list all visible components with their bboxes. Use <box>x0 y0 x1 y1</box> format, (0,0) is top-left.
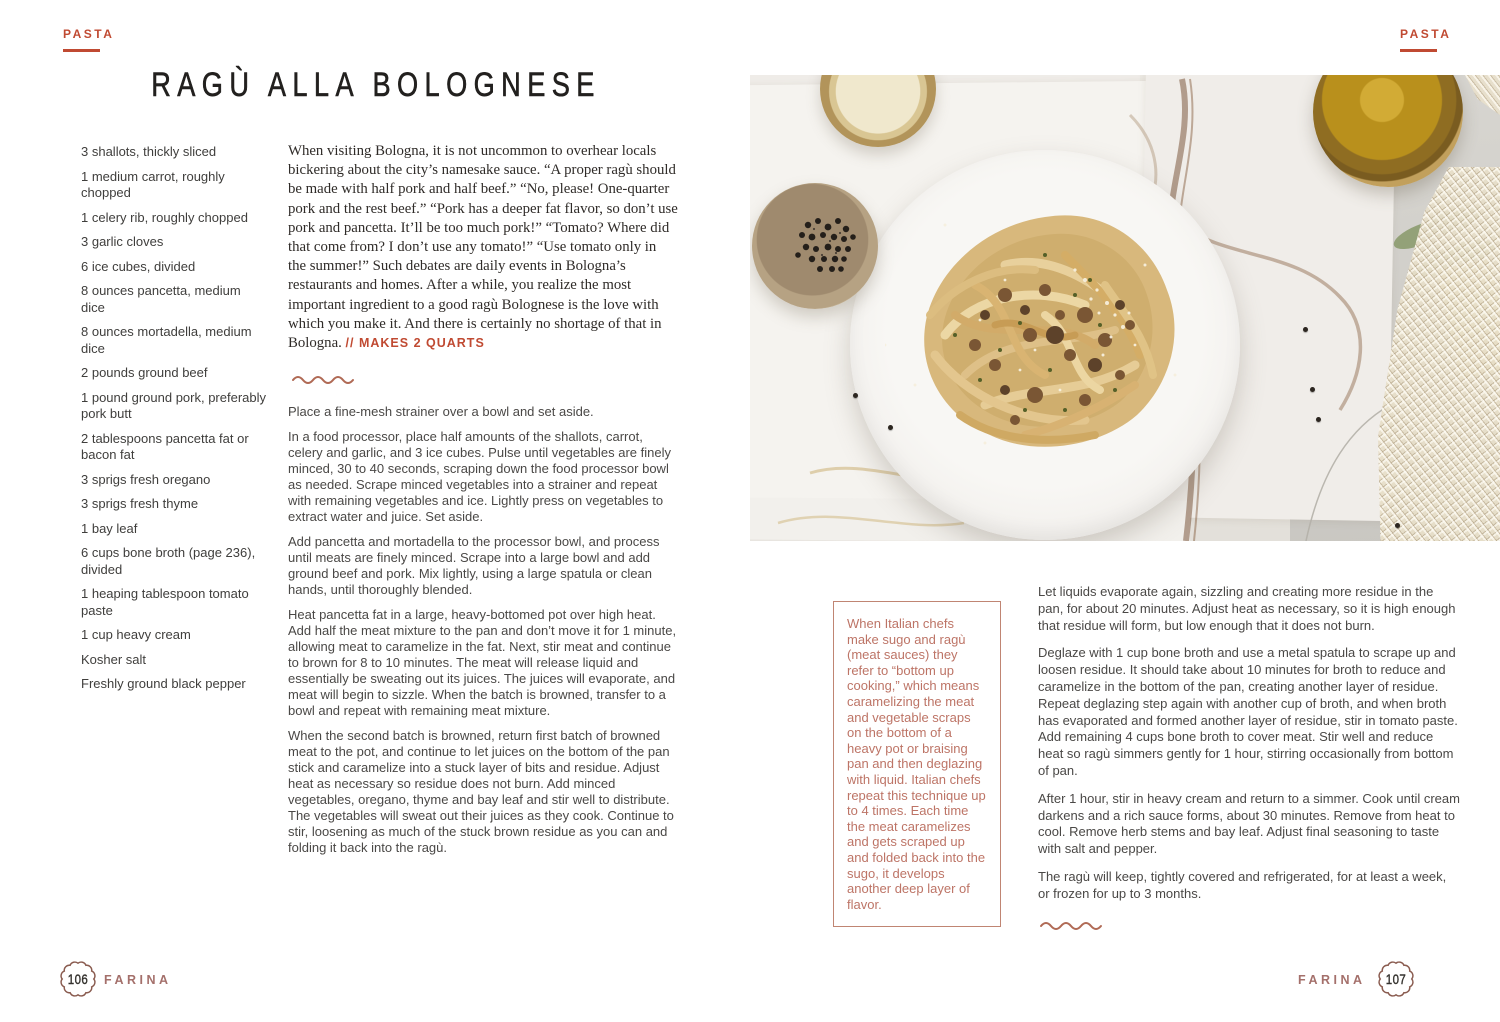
ingredient-item: 8 ounces pancetta, medium dice <box>81 283 241 315</box>
section-label: PASTA <box>1400 27 1452 41</box>
method-paragraph: After 1 hour, stir in heavy cream and return to a simmer. Cook until cream darkens and a rich sauce forms, about 30 minutes. Remove from heat to cool. Remove herb stems and bay leaf. Adjust final seasoning to taste with salt and pepper. <box>1038 790 1460 857</box>
scattered-peppercorn <box>888 425 893 430</box>
ingredient-item: 3 garlic cloves <box>81 234 164 249</box>
ingredient-item: 1 heaping tablespoon tomato paste <box>81 586 249 618</box>
ingredient-item: 6 cups bone broth (page 236), divided <box>81 545 256 577</box>
page-number: 107 <box>1385 971 1407 987</box>
sidebar-note <box>833 601 1001 927</box>
squiggle-divider <box>290 372 362 386</box>
peppercorns <box>778 203 868 283</box>
method-steps-right <box>1038 584 1460 914</box>
book-title-label: FARINA <box>1298 973 1366 987</box>
book-title-label: FARINA <box>104 973 172 987</box>
method-paragraph: Add pancetta and mortadella to the processor bowl, and process until meats are finely minced. Scrape into a large bowl and add ground beef and pork. Mix lightly, using a large spatula or clean hands, until thoroughly blended. <box>288 534 660 597</box>
page-number: 106 <box>67 971 89 987</box>
scattered-peppercorn <box>1395 523 1400 528</box>
recipe-intro <box>288 142 678 353</box>
method-paragraph: Heat pancetta fat in a large, heavy-bottomed pot over high heat. Add half the meat mixture to the pan and don’t move it for 1 minute, allowing meat to caramelize in the fat. Next, stir meat and continue to brown for 8 to 10 minutes. The meat will release liquid and essentially be sweating out its juices. The juices will evaporate, and meat will begin to sizzle. When the batch is browned, transfer to a bowl and repeat with remaining meat mixture. <box>288 607 677 718</box>
recipe-title: RAGÙ ALLA BOLOGNESE <box>151 66 602 104</box>
method-steps-left <box>288 404 680 865</box>
ingredients-list <box>81 144 267 701</box>
intro-text: When visiting Bologna, it is not uncommon to overhear locals bickering about the city’s namesake sauce. “A proper ragù should be made with half pork and half beef.” “No, please! One-quarter pork and the rest beef.” “Pork has a deeper fat flavor, so don’t use pork and pancetta. It’ll be too much pork!” “Tomato? Where did that come from? I don’t use any tomato!” “Use tomato only in the summer!” Such debates are daily events in Bologna’s restaurants and homes. After a while, you realize the most important ingredient to a good ragù Bolognese is the love with which you make it. And there is certainly no shortage of that in Bologna. <box>288 143 678 352</box>
left-page-header <box>63 27 114 52</box>
method-paragraph: The ragù will keep, tightly covered and refrigerated, for at least a week, or frozen for up to 3 months. <box>1038 868 1447 901</box>
yield-label: // MAKES 2 QUARTS <box>345 336 485 351</box>
ingredient-item: 1 bay leaf <box>81 520 138 536</box>
method-paragraph: Place a fine-mesh strainer over a bowl and set aside. <box>288 404 594 419</box>
ingredient-item: 3 shallots, thickly sliced <box>81 144 217 159</box>
method-paragraph: Deglaze with 1 cup bone broth and use a metal spatula to scrape up and loosen residue. It should take about 10 minutes for broth to reduce and caramelize in the bottom of the pan, creating another layer of residue. Repeat deglazing step again with another cup of broth, and when broth has evaporated and formed another layer of residue, stir in tomato paste. Add remaining 4 cups bone broth to cover meat. Stir well and reduce heat so ragù simmers gently for 1 hour, stirring occasionally from bottom of pan. <box>1038 645 1458 778</box>
pasta-tagliatelle <box>885 195 1205 465</box>
page-number-badge <box>58 959 98 999</box>
ingredient-item: 2 pounds ground beef <box>81 365 208 380</box>
method-paragraph: Let liquids evaporate again, sizzling and creating more residue in the pan, for about 20 minutes. Adjust heat as necessary, so it is high enough that residue will form, but low enough that it does not burn. <box>1038 584 1456 633</box>
ingredient-item: 2 tablespoons pancetta fat or bacon fat <box>81 430 249 462</box>
pasta-photo <box>750 75 1500 541</box>
scattered-peppercorn <box>1316 417 1321 422</box>
ingredient-item: 6 ice cubes, divided <box>81 258 196 274</box>
ingredient-item: 1 pound ground pork, preferably pork butt <box>81 389 267 421</box>
ingredient-item: 1 celery rib, roughly chopped <box>81 209 248 225</box>
section-label-underline <box>1400 49 1437 52</box>
ingredient-item: 8 ounces mortadella, medium dice <box>81 324 252 356</box>
ingredient-item: 1 cup heavy cream <box>81 627 191 642</box>
section-label-underline <box>63 49 100 52</box>
right-page-header <box>1400 27 1451 52</box>
ingredient-item: Kosher salt <box>81 651 147 667</box>
scattered-peppercorn <box>853 393 858 398</box>
recipe-title-wrap <box>81 66 672 105</box>
ingredient-item: 3 sprigs fresh oregano <box>81 471 211 487</box>
ingredient-item: Freshly ground black pepper <box>81 676 246 691</box>
scattered-peppercorn <box>1310 387 1315 392</box>
page-number-badge <box>1376 959 1416 999</box>
method-paragraph: When the second batch is browned, return first batch of browned meat to the pot, and continue to let juices on the bottom of the pan stick and caramelize into a stuck layer of bits and residue. Adjust heat as necessary so residue does not burn. Add minced vegetables, oregano, thyme and bay leaf and stir well to distribute. The vegetables will sweat out their juices as they cook. Continue to stir, loosening as much of the stuck brown residue as you can and folding it back into the ragù. <box>288 728 674 855</box>
squiggle-divider <box>1038 918 1110 932</box>
ingredient-item: 1 medium carrot, roughly chopped <box>81 168 225 200</box>
section-label: PASTA <box>63 27 115 41</box>
scattered-peppercorn <box>1303 327 1308 332</box>
method-paragraph: In a food processor, place half amounts of the shallots, carrot, celery and garlic, and 3 ice cubes. Pulse until vegetables are finely minced, 30 to 40 seconds, scraping down the food processor bowl as needed. Scrape minced vegetables into a strainer and repeat with remaining vegetables and ice. Lightly press on vegetables to extract water and juice. Set aside. <box>288 429 671 524</box>
sidebar-note-text: When Italian chefs make sugo and ragù (meat sauces) they refer to “bottom up cooking,” which means caramelizing the meat and vegetable scraps on the bottom of a heavy pot or braising pan and then deglazing with liquid. Italian chefs repeat this technique up to 4 times. Each time the meat caramelizes and gets scraped up and folded back into the sugo, it develops another deep layer of flavor. <box>847 616 986 912</box>
ingredient-item: 3 sprigs fresh thyme <box>81 496 199 511</box>
